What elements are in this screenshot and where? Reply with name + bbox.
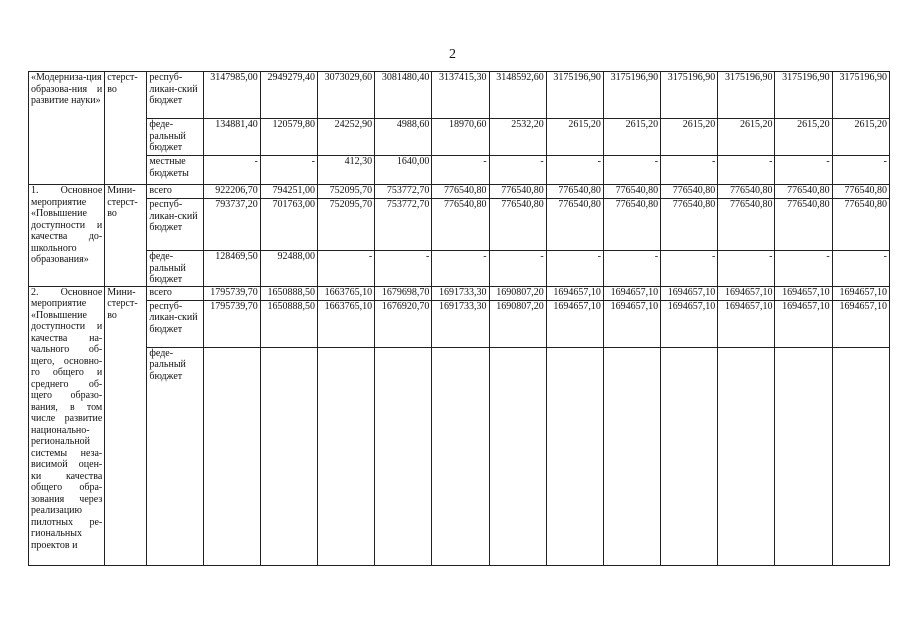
- amount-cell: 3137415,30: [432, 72, 489, 119]
- amount-cell: 3175196,90: [546, 72, 603, 119]
- funding-source-cell: респуб-ликан-ский бюджет: [147, 72, 203, 119]
- amount-cell: -: [489, 156, 546, 185]
- program-name-cell: 2. Основное мероприятие «Повышение доступности и качества на-чального об-щего, основно-го общего и среднего об-щего образо-вания, в том числе развитие национально-региональной системы неза-висимой оцен-ки качества общего обра-зования через реализацию пилотных ре-гиональных проектов и: [29, 286, 105, 565]
- page-number: 2: [449, 47, 456, 62]
- amount-cell: -: [260, 156, 317, 185]
- budget-table: [28, 71, 890, 566]
- amount-cell: [775, 347, 832, 565]
- amount-cell: -: [317, 251, 374, 287]
- funding-source-cell: местные бюджеты: [147, 156, 203, 185]
- amount-cell: 2615,20: [546, 119, 603, 156]
- amount-cell: 3175196,90: [661, 72, 718, 119]
- amount-cell: 752095,70: [317, 199, 374, 251]
- amount-cell: -: [489, 251, 546, 287]
- amount-cell: [489, 347, 546, 565]
- amount-cell: 1694657,10: [832, 300, 889, 347]
- amount-cell: 776540,80: [489, 199, 546, 251]
- amount-cell: 1694657,10: [603, 286, 660, 300]
- amount-cell: 1663765,10: [317, 300, 374, 347]
- amount-cell: 776540,80: [661, 199, 718, 251]
- amount-cell: 2615,20: [661, 119, 718, 156]
- amount-cell: 2532,20: [489, 119, 546, 156]
- amount-cell: -: [718, 251, 775, 287]
- amount-cell: -: [775, 156, 832, 185]
- amount-cell: -: [661, 251, 718, 287]
- amount-cell: 753772,70: [375, 199, 432, 251]
- amount-cell: -: [203, 156, 260, 185]
- amount-cell: 18970,60: [432, 119, 489, 156]
- amount-cell: [832, 347, 889, 565]
- budget-table-body: [29, 72, 890, 566]
- amount-cell: 2615,20: [718, 119, 775, 156]
- amount-cell: -: [432, 156, 489, 185]
- amount-cell: 3081480,40: [375, 72, 432, 119]
- amount-cell: 1795739,70: [203, 300, 260, 347]
- amount-cell: 753772,70: [375, 185, 432, 199]
- amount-cell: 1694657,10: [546, 286, 603, 300]
- amount-cell: 3175196,90: [832, 72, 889, 119]
- funding-source-cell: респуб-ликан-ский бюджет: [147, 300, 203, 347]
- amount-cell: 92488,00: [260, 251, 317, 287]
- amount-cell: 776540,80: [775, 185, 832, 199]
- amount-cell: 776540,80: [718, 199, 775, 251]
- amount-cell: [432, 347, 489, 565]
- table-row: [29, 300, 890, 347]
- amount-cell: -: [832, 156, 889, 185]
- amount-cell: 2949279,40: [260, 72, 317, 119]
- amount-cell: [317, 347, 374, 565]
- table-row: [29, 251, 890, 287]
- funding-source-cell: феде-ральный бюджет: [147, 251, 203, 287]
- amount-cell: 1691733,30: [432, 286, 489, 300]
- amount-cell: 3175196,90: [603, 72, 660, 119]
- amount-cell: 3148592,60: [489, 72, 546, 119]
- amount-cell: [661, 347, 718, 565]
- table-row: [29, 185, 890, 199]
- amount-cell: 701763,00: [260, 199, 317, 251]
- amount-cell: 4988,60: [375, 119, 432, 156]
- amount-cell: 752095,70: [317, 185, 374, 199]
- amount-cell: 134881,40: [203, 119, 260, 156]
- executor-cell: Мини-стерст-во: [105, 286, 147, 565]
- amount-cell: -: [718, 156, 775, 185]
- amount-cell: 776540,80: [832, 185, 889, 199]
- amount-cell: 1663765,10: [317, 286, 374, 300]
- amount-cell: 1694657,10: [661, 300, 718, 347]
- amount-cell: 1694657,10: [718, 286, 775, 300]
- amount-cell: 3175196,90: [718, 72, 775, 119]
- amount-cell: 2615,20: [603, 119, 660, 156]
- amount-cell: 1690807,20: [489, 286, 546, 300]
- amount-cell: -: [603, 156, 660, 185]
- table-row: [29, 347, 890, 565]
- amount-cell: 776540,80: [546, 185, 603, 199]
- amount-cell: 1640,00: [375, 156, 432, 185]
- amount-cell: 1676920,70: [375, 300, 432, 347]
- amount-cell: 1694657,10: [775, 286, 832, 300]
- amount-cell: 1694657,10: [775, 300, 832, 347]
- amount-cell: 128469,50: [203, 251, 260, 287]
- table-row: [29, 286, 890, 300]
- amount-cell: [375, 347, 432, 565]
- amount-cell: 776540,80: [603, 185, 660, 199]
- funding-source-cell: феде-ральный бюджет: [147, 347, 203, 565]
- amount-cell: [260, 347, 317, 565]
- amount-cell: 776540,80: [832, 199, 889, 251]
- amount-cell: [718, 347, 775, 565]
- amount-cell: 776540,80: [546, 199, 603, 251]
- amount-cell: 1694657,10: [603, 300, 660, 347]
- amount-cell: 776540,80: [775, 199, 832, 251]
- amount-cell: 120579,80: [260, 119, 317, 156]
- amount-cell: [546, 347, 603, 565]
- amount-cell: -: [832, 251, 889, 287]
- amount-cell: 1694657,10: [661, 286, 718, 300]
- amount-cell: -: [661, 156, 718, 185]
- amount-cell: 794251,00: [260, 185, 317, 199]
- program-name-cell: «Модерниза-ция образова-ния и развитие науки»: [29, 72, 105, 185]
- amount-cell: 2615,20: [775, 119, 832, 156]
- table-row: [29, 119, 890, 156]
- amount-cell: 776540,80: [432, 199, 489, 251]
- amount-cell: 1650888,50: [260, 300, 317, 347]
- amount-cell: 1691733,30: [432, 300, 489, 347]
- amount-cell: -: [432, 251, 489, 287]
- amount-cell: 3073029,60: [317, 72, 374, 119]
- funding-source-cell: всего: [147, 286, 203, 300]
- funding-source-cell: всего: [147, 185, 203, 199]
- amount-cell: 3147985,00: [203, 72, 260, 119]
- amount-cell: 1690807,20: [489, 300, 546, 347]
- amount-cell: 1694657,10: [832, 286, 889, 300]
- amount-cell: 2615,20: [832, 119, 889, 156]
- amount-cell: -: [603, 251, 660, 287]
- table-row: [29, 199, 890, 251]
- funding-source-cell: респуб-ликан-ский бюджет: [147, 199, 203, 251]
- amount-cell: 922206,70: [203, 185, 260, 199]
- amount-cell: 1694657,10: [546, 300, 603, 347]
- table-row: [29, 72, 890, 119]
- amount-cell: [603, 347, 660, 565]
- amount-cell: -: [375, 251, 432, 287]
- amount-cell: -: [775, 251, 832, 287]
- amount-cell: 24252,90: [317, 119, 374, 156]
- amount-cell: 776540,80: [603, 199, 660, 251]
- amount-cell: 412,30: [317, 156, 374, 185]
- amount-cell: 793737,20: [203, 199, 260, 251]
- amount-cell: 1795739,70: [203, 286, 260, 300]
- funding-source-cell: феде-ральный бюджет: [147, 119, 203, 156]
- amount-cell: 1679698,70: [375, 286, 432, 300]
- table-row: [29, 156, 890, 185]
- amount-cell: 776540,80: [489, 185, 546, 199]
- amount-cell: 1650888,50: [260, 286, 317, 300]
- amount-cell: 3175196,90: [775, 72, 832, 119]
- amount-cell: 776540,80: [432, 185, 489, 199]
- amount-cell: -: [546, 156, 603, 185]
- amount-cell: 1694657,10: [718, 300, 775, 347]
- amount-cell: -: [546, 251, 603, 287]
- program-name-cell: 1. Основное мероприятие «Повышение доступности и качества до-школьного образования»: [29, 185, 105, 287]
- executor-cell: стерст-во: [105, 72, 147, 185]
- amount-cell: 776540,80: [661, 185, 718, 199]
- amount-cell: [203, 347, 260, 565]
- amount-cell: 776540,80: [718, 185, 775, 199]
- executor-cell: Мини-стерст-во: [105, 185, 147, 287]
